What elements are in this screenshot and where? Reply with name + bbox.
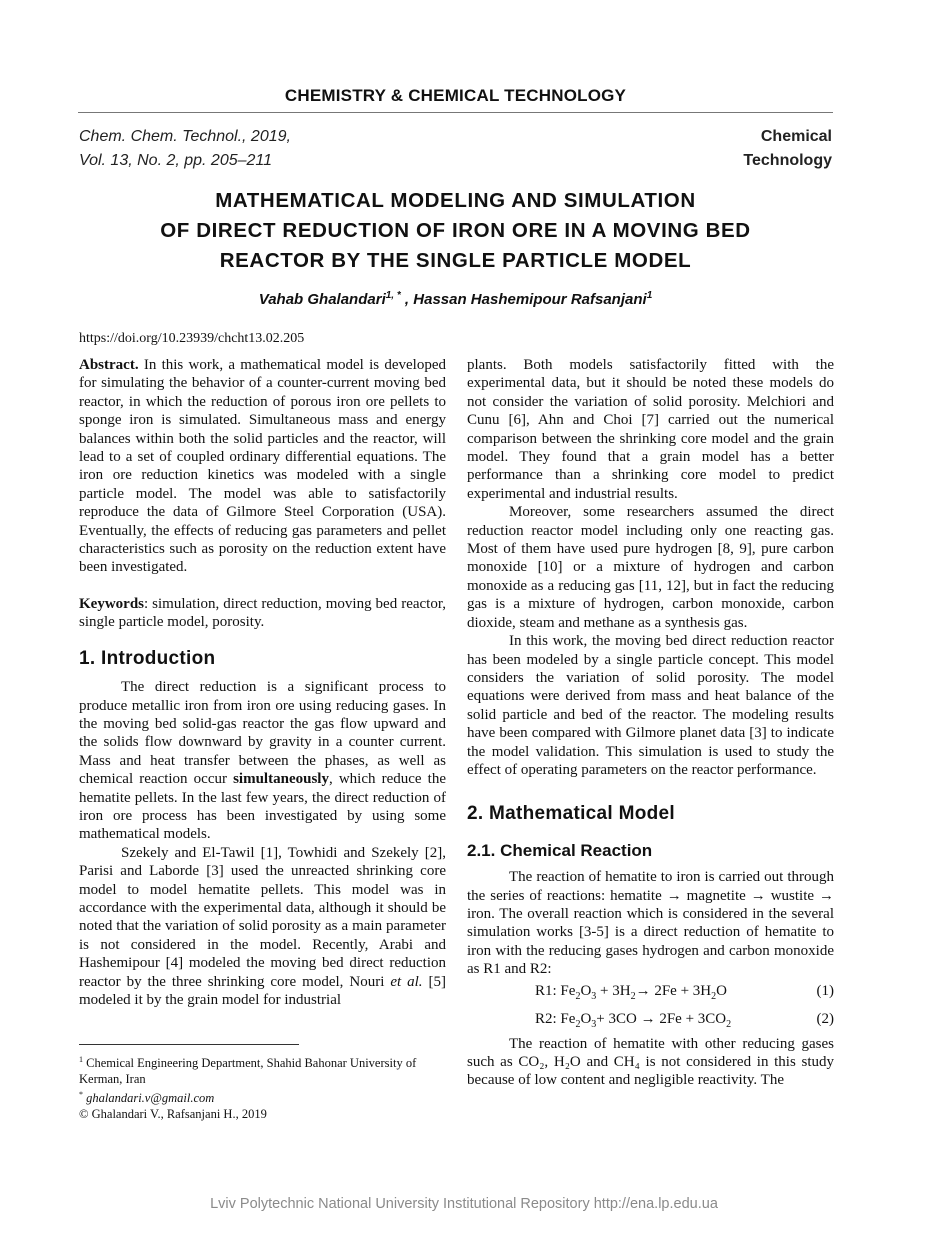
section-heading-introduction: 1. Introduction: [79, 647, 216, 669]
author-affiliation-mark: 1: [646, 290, 653, 301]
paragraph: In this work, the moving bed direct reduction reactor has been modeled by a single particle concept. This model considers the variation of solid porosity. The model equations were derived from mass and heat balance of the solid particle and bed of the reactor. The modeling results have been compared with Gilmore planet data [3] to indicate the model validation. This simulation is used to study the effect of operating parameters on the reactor performance.: [467, 633, 834, 778]
equation-r2: R2: $Fe_2O_3+ 3CO \to 2Fe + 3CO_2$: [535, 1010, 732, 1030]
equation-number: (1): [816, 982, 834, 999]
emphasized-text: simultaneously: [233, 771, 329, 788]
email-footnote: [79, 1087, 446, 1107]
citation-line-2: Vol. 13, No. 2, pp. 205–211: [79, 152, 273, 169]
citation: [79, 125, 291, 173]
paragraph: Moreover, some researchers assumed the direct reduction reactor model including only one reacting gas. Most of them have used pure hydrogen [8, 9], pure carbon monoxide [10] or a mixture of hydrogen and carbon monoxide as a reducing gas [11, 12], but in fact the reducing gas is a mixture of hydrogen, carbon monoxide, carbon dioxide, steam and methane as a synthesis gas.: [467, 504, 834, 631]
equation-2: [467, 1009, 834, 1035]
copyright: © Ghalandari V., Rafsanjani H., 2019: [79, 1106, 267, 1121]
abstract-label: Abstract.: [79, 357, 139, 373]
paragraph-text: , which reduce the hematite pellets. In the last few years, the direct reduction of iron ore process has been investigated by using some mathematical models.: [79, 771, 446, 843]
footnotes: [79, 1052, 446, 1122]
section-heading-mathematical-model: 2. Mathematical Model: [467, 803, 675, 825]
section-label: [743, 125, 832, 173]
equation-1: [467, 979, 834, 1009]
paragraph: The reaction of hematite with other reducing gases such as CO₂, H₂O and CH₄ is not considered in this study because of low content and negligible reactivity. The: [467, 1035, 834, 1089]
footnote-divider: [79, 1044, 299, 1045]
italic-text: et al.: [390, 973, 423, 990]
email-link[interactable]: ghalandari.v@gmail.com: [83, 1091, 215, 1106]
paragraph: The reaction of hematite to iron is carried out through the series of reactions: hematite → magnetite → wustite → iron. The overall reaction which is considered in the several simulation works [3-5] is a direct reduction of hematite to iron with the reducing gases hydrogen and carbon monoxide as R1 and R2:: [467, 869, 834, 978]
keywords-label: Keywords: [79, 595, 144, 612]
paragraph-text: The direct reduction is a significant process to produce metallic iron from iron ore using reducing gases. In the moving bed solid-gas reactor the gas flow upward and the solids flow downward by gravity in a counter current. Mass and heat transfer between the phases, as well as chemical reaction occur: [79, 679, 446, 788]
paper-title: [78, 186, 833, 276]
author-affiliation-mark: 1, *: [385, 290, 401, 301]
footnote-mark: *: [79, 1090, 83, 1100]
title-line: REACTOR BY THE SINGLE PARTICLE MODEL: [219, 249, 692, 272]
footnote-mark: 1: [79, 1055, 83, 1064]
left-column: [79, 356, 446, 1009]
subsection-heading-chemical-reaction: 2.1. Chemical Reaction: [467, 840, 653, 860]
abstract-text: In this work, a mathematical model is developed for simulating the behavior of a counter-current moving bed reactor, in which the reduction of porous iron ore pellets to sponge iron is simulated. Simultaneous mass and energy balances within both the solid particles and the reactor, will lead to a set of coupled ordinary differential equations. The iron ore reduction kinetics was modeled with a single particle model. The model was able to satisfactorily reproduce the data of Gilmore Steel Corporation (USA). Eventually, the effects of reducing gas parameters and pellet characteristics such as porosity on the reduction extent have been investigated.: [79, 357, 446, 576]
paragraph: [79, 844, 446, 1010]
paragraph-text: Szekely and El-Tawil [1], Towhidi and Szekely [2], Parisi and Laborde [3] used the unreacted shrinking core model to model hematite pellets. This model was in accordance with the experimental data, although it should be noted that the variation of solid porosity as a main parameter is not considered in the model. Recently, Arabi and Hashemipour [4] modeled the moving bed direct reduction reactor by the three shrinking core model, Nouri: [79, 844, 446, 990]
affiliation-footnote: [79, 1052, 446, 1087]
journal-name: CHEMISTRY & CHEMICAL TECHNOLOGY: [78, 86, 833, 113]
keywords-text: : simulation, direct reduction, moving bed reactor, single particle model, porosity.: [79, 595, 446, 631]
author-list: [78, 290, 833, 308]
affiliation-text: Chemical Engineering Department, Shahid Bahonar University of Kerman, Iran: [79, 1056, 417, 1086]
paragraph-text: [5] modeled it by the grain model for industrial: [79, 973, 446, 1008]
title-line: MATHEMATICAL MODELING AND SIMULATION: [215, 189, 696, 212]
title-line: OF DIRECT REDUCTION OF IRON ORE IN A MOVING BED: [160, 219, 751, 242]
equation-r1: R1: $Fe_2O_3 + 3H_2\to 2Fe + 3H_2O$: [535, 982, 727, 1002]
right-column: [467, 356, 834, 1090]
doi-link[interactable]: https://doi.org/10.23939/chcht13.02.205: [79, 331, 305, 346]
section-label-line-2: Technology: [743, 152, 832, 169]
keywords: [79, 595, 446, 632]
citation-line-1: Chem. Chem. Technol., 2019,: [79, 128, 291, 145]
paragraph: [79, 678, 446, 844]
abstract: [79, 356, 446, 577]
section-label-line-1: Chemical: [760, 128, 832, 145]
author-name: Vahab Ghalandari: [258, 291, 386, 308]
author-name: Hassan Hashemipour Rafsanjani: [413, 291, 647, 308]
repository-footer: Lviv Polytechnic National University Institutional Repository http://ena.lp.edu.ua: [210, 1196, 718, 1212]
paragraph-continuation: plants. Both models satisfactorily fitted with the experimental data, but it should be noted these models do not consider the variation of solid porosity. Melchiori and Cunu [6], Ahn and Choi [7] carried out the numerical comparison between the shrinking core model and the grain model. They found that a grain model has a better performance than a shrinking core model to predict experimental and industrial results.: [467, 357, 834, 502]
author-separator: ,: [400, 291, 414, 308]
equation-number: (2): [816, 1010, 834, 1027]
